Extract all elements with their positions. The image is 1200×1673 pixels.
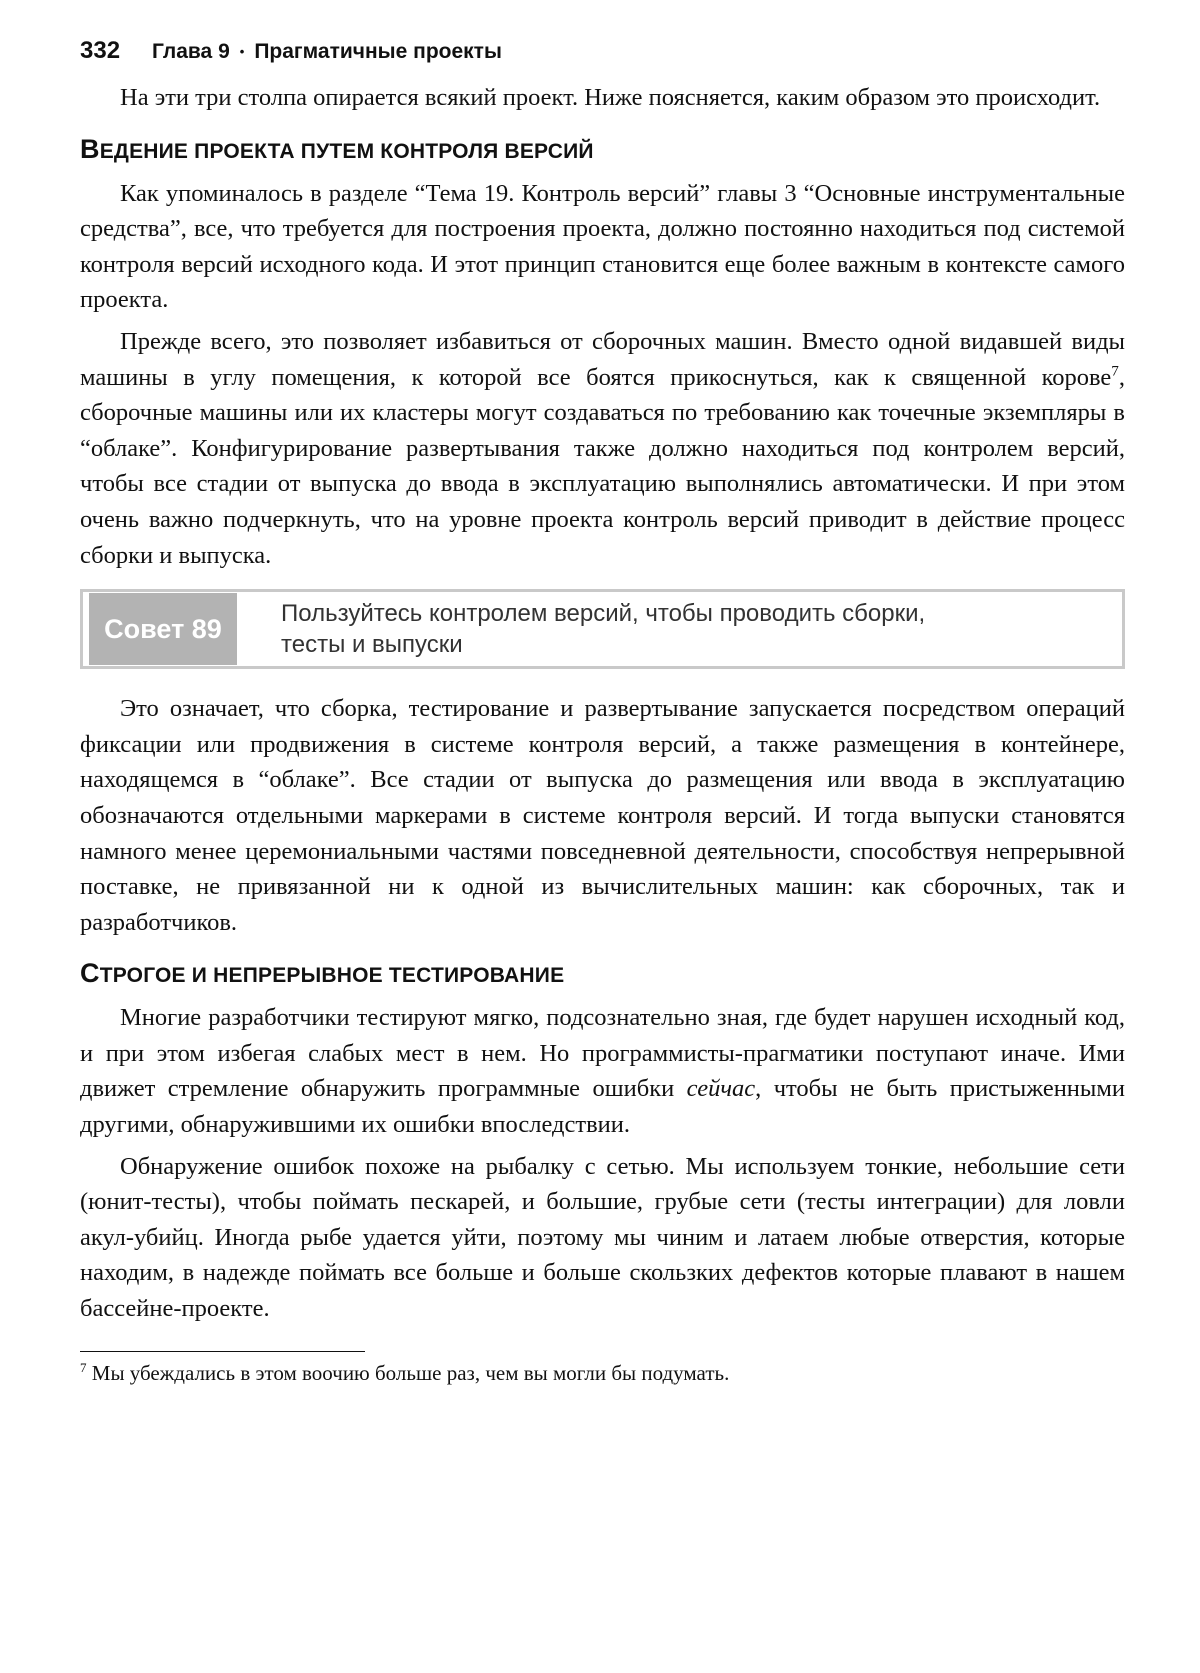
footnote-number: 7 bbox=[80, 1359, 87, 1375]
section-heading-testing bbox=[80, 956, 1125, 990]
tip-line: Пользуйтесь контролем версий, чтобы проводить сборки, bbox=[281, 600, 926, 628]
page-number: 332 bbox=[80, 37, 121, 64]
paragraph-text: , чтобы не быть пристыженными другими, обнаружившими их ошибки впоследствии. bbox=[80, 1075, 1125, 1139]
version-control-paragraph-2 bbox=[80, 324, 1125, 573]
header-separator: • bbox=[239, 44, 245, 59]
testing-paragraph-2: Обнаружение ошибок похоже на рыбалку с сетью. Мы используем тонкие, небольшие сети (юнит-тесты), чтобы поймать пескарей, и большие, грубые сети (тесты интеграции) для ловли акул-убийц. Иногда рыбе удается уйти, поэтому мы чиним и латаем любые отверстия, которые находим, в надежде поймать все больше и больше скользких дефектов которые плавают в нашем бассейне-проекте. bbox=[80, 1152, 1125, 1323]
intro-paragraph: На эти три столпа опирается всякий проект. Ниже поясняется, каким образом это происходит. bbox=[120, 84, 1101, 111]
heading-drop-cap: В bbox=[80, 133, 100, 164]
footnote-divider bbox=[80, 1351, 365, 1352]
tip-text bbox=[281, 598, 1001, 660]
section-heading-version-control bbox=[80, 132, 1125, 166]
heading-text: ТРОГОЕ И НЕПРЕРЫВНОЕ ТЕСТИРОВАНИЕ bbox=[99, 964, 565, 988]
emphasis-text: сейчас bbox=[686, 1075, 756, 1103]
tip-box bbox=[80, 589, 1125, 669]
footnote-text: Мы убеждались в этом воочию больше раз, чем вы могли бы подумать. bbox=[86, 1360, 730, 1385]
after-tip-paragraph: Это означает, что сборка, тестирование и развертывание запускается посредством операций фиксации или продвижения в системе контроля версий, а также размещения в контейнере, находящемся в “облаке”. Все стадии от выпуска до размещения или ввода в эксплуатацию обозначаются отдельными маркерами в системе контроля версий. И тогда выпуски становятся намного менее церемониальными частями повседневной деятельности, способствуя непрерывной поставке, не привязанной ни к одной из вычислительных машин: как сборочных, так и разработчиков. bbox=[80, 695, 1125, 936]
chapter-title: Прагматичные проекты bbox=[254, 40, 502, 63]
paragraph-text: Многие разработчики тестируют мягко, подсознательно зная, где будет нарушен исходный код, и при этом избегая слабых мест в нем. Но программисты-прагматики поступают иначе. Ими движет стремление обнаружить программные ошибки bbox=[80, 1004, 1125, 1103]
heading-drop-cap: С bbox=[80, 958, 100, 989]
running-head bbox=[80, 36, 1125, 66]
paragraph-text: Прежде всего, это позволяет избавиться от сборочных машин. Вместо одной видавшей виды машины в углу помещения, к которой все боятся прикоснуться, как к священной корове bbox=[80, 327, 1125, 391]
chapter-label: Глава 9 bbox=[152, 40, 230, 63]
testing-paragraph-1 bbox=[80, 1000, 1125, 1142]
tip-badge: Совет 89 bbox=[89, 593, 237, 665]
footnote bbox=[80, 1358, 1125, 1388]
heading-text: ЕДЕНИЕ ПРОЕКТА ПУТЕМ КОНТРОЛЯ ВЕРСИЙ bbox=[99, 139, 594, 163]
book-page bbox=[80, 36, 1125, 1388]
footnote-reference: 7 bbox=[1111, 362, 1119, 380]
tip-line: тесты и выпуски bbox=[281, 631, 463, 659]
paragraph-text: , сборочные машины или их кластеры могут создаваться по требованию как точечные экземпляры в “облаке”. Конфигурирование развертывания также должно находиться под контролем версий, чтобы все стадии от выпуска до ввода в эксплуатацию выполнялись автоматически. И при этом очень важно подчеркнуть, что на уровне проекта контроль версий приводит в действие процесс сборки и выпуска. bbox=[80, 363, 1125, 569]
version-control-paragraph-1: Как упоминалось в разделе “Тема 19. Контроль версий” главы 3 “Основные инструментальные средства”, все, что требуется для построения проекта, должно постоянно находиться под системой контроля версий исходного кода. И этот принцип становится еще более важным в контексте самого проекта. bbox=[80, 179, 1125, 314]
